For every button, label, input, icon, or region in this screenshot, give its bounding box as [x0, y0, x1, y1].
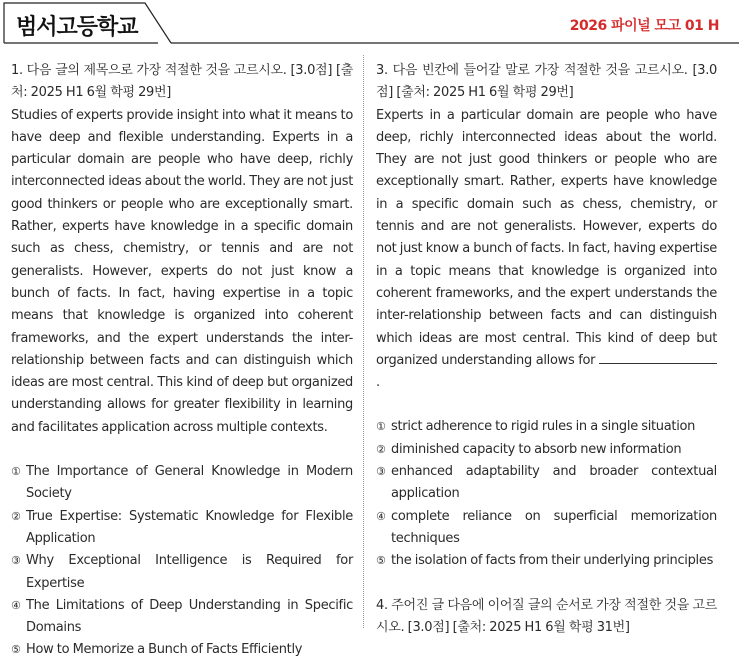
question-3-heading: 3. 다음 빈칸에 들어갈 말로 가장 적절한 것을 고르시오. [3.0점] [출처: 2025 H1 6월 학평 29번] — [376, 63, 717, 101]
option-5[interactable] — [376, 550, 717, 572]
option-text: The Importance of General Knowledge in Modern Society — [26, 464, 353, 502]
option-4[interactable] — [376, 506, 717, 551]
option-text: complete reliance on superficial memorization techniques — [391, 508, 717, 546]
right-column — [376, 60, 717, 639]
question-3-options — [376, 416, 717, 572]
option-number: ① — [376, 420, 386, 434]
option-number: ② — [11, 509, 21, 523]
option-text: diminished capacity to absorb new information — [391, 441, 682, 457]
exam-title: 2026 파이널 모고 01 H — [569, 18, 719, 34]
option-number: ④ — [11, 598, 21, 612]
option-text: True Expertise: Systematic Knowledge for Flexible Application — [26, 508, 353, 546]
left-column — [11, 60, 353, 662]
option-4[interactable] — [11, 595, 353, 640]
option-3[interactable] — [11, 550, 353, 595]
option-number: ⑤ — [376, 554, 386, 568]
option-text: The Limitations of Deep Understanding in Specific Domains — [26, 597, 353, 636]
page-header — [0, 0, 743, 46]
question-1-passage: Studies of experts provide insight into what it means to have deep and flexible understanding. Experts in a particular domain are people who have deep, richly interconnected ideas about the world. They are not just good thinkers or people who are exceptionally smart. Rather, experts have knowledge in a specific domain such as chess, chemistry, or tennis and are not generalists. However, experts do not just know a bunch of facts. In fact, having expertise in a topic means that knowledge is organized into coherent frameworks, and the expert understands the inter-relationship between facts and can distinguish which ideas are most central. This kind of deep but organized understanding allows for greater flexibility in learning and facilitates application across multiple contexts. — [11, 107, 353, 435]
option-text: enhanced adaptability and broader contextual application — [391, 464, 717, 502]
column-divider — [363, 55, 364, 628]
question-4-heading: 4. 주어진 글 다음에 이어질 글의 순서로 가장 적절한 것을 고르시오. [3.0점] [출처: 2025 H1 6월 학평 31번] — [376, 597, 717, 635]
option-3[interactable] — [376, 461, 717, 506]
option-1[interactable] — [11, 461, 353, 506]
answer-blank — [599, 351, 717, 364]
option-text: Why Exceptional Intelligence is Required for Expertise — [26, 553, 353, 591]
question-1-heading: 1. 다음 글의 제목으로 가장 적절한 것을 고르시오. [3.0점] [출처: 2025 H1 6월 학평 29번] — [11, 63, 353, 101]
school-name: 범서고등학교 — [16, 15, 138, 40]
option-number: ④ — [376, 509, 386, 523]
option-text: the isolation of facts from their underlying principles — [391, 553, 714, 569]
passage-text: Experts in a particular domain are people who have deep, richly interconnected ideas about the world. They are not just good thinkers or people who are exceptionally smart. Rather, experts have knowledge in a specific domain such as chess, chemistry, or tennis and are not generalists. However, experts do not just know a bunch of facts. In fact, having expertise in a topic means that knowledge is organized into coherent frameworks, and the expert understands the inter-relationship between facts and can distinguish which ideas are most central. This kind of deep but organized understanding allows for — [376, 107, 717, 368]
option-number: ⑤ — [11, 643, 21, 657]
option-1[interactable] — [376, 416, 717, 438]
option-number: ③ — [11, 554, 21, 568]
passage-end: . — [376, 375, 380, 391]
option-5[interactable] — [11, 639, 353, 661]
option-2[interactable] — [376, 439, 717, 461]
option-number: ③ — [376, 465, 386, 479]
question-1-options — [11, 461, 353, 662]
option-text: How to Memorize a Bunch of Facts Efficiently — [26, 642, 303, 658]
option-2[interactable] — [11, 506, 353, 551]
option-text: strict adherence to rigid rules in a single situation — [391, 419, 696, 435]
question-3-passage — [376, 105, 717, 395]
option-number: ② — [376, 442, 386, 456]
option-number: ① — [11, 465, 21, 479]
